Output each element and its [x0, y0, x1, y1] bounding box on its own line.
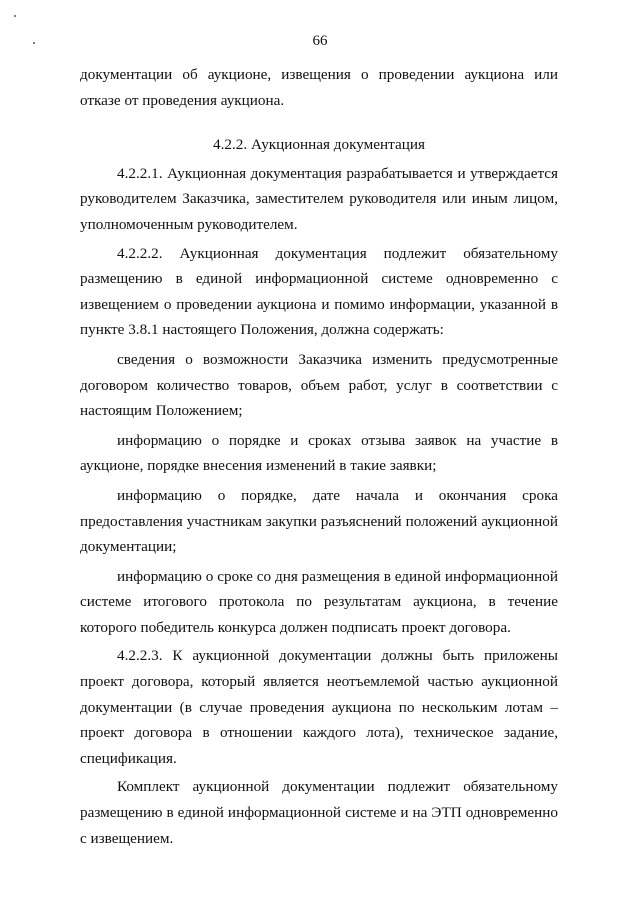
scan-speck [14, 15, 16, 17]
paragraph-4-2-2-1: 4.2.2.1. Аукционная документация разрабатывается и утверждается руководителем Заказчика, заместителем руководителя или иным лицом, уполномоченным руководителем. [80, 164, 558, 233]
document-body [80, 62, 558, 851]
paragraph-4-2-2-2: 4.2.2.2. Аукционная документация подлежит обязательному размещению в единой информационной системе одновременно с извещением о проведении аукциона и помимо информации, указанной в пункте 3.8.1 настоящего Положения, должна содержать: [80, 244, 558, 339]
section-heading: 4.2.2. Аукционная документация [213, 136, 425, 154]
list-item: информацию о порядке, дате начала и окончания срока предоставления участникам закупки разъяснений положений аукционной документации; [80, 486, 558, 556]
list-item: информацию о порядке и сроках отзыва заявок на участие в аукционе, порядке внесения изменений в такие заявки; [80, 431, 558, 475]
paragraph-4-2-2-3: 4.2.2.3. К аукционной документации должны быть приложены проект договора, который является неотъемлемой частью аукционной документации (в случае проведения аукциона по нескольким лотам – проект договора в отношении каждого лота), техническое задание, спецификация. [80, 647, 558, 767]
paragraph-continuation: документации об аукционе, извещения о проведении аукциона или отказе от проведения аукциона. [80, 66, 558, 109]
list-item: информацию о сроке со дня размещения в единой информационной системе итогового протокола по результатам аукциона, в течение которого победитель конкурса должен подписать проект договора. [80, 567, 558, 636]
list-item: сведения о возможности Заказчика изменить предусмотренные договором количество товаров, объем работ, услуг в соответствии с настоящим Положением; [80, 350, 558, 420]
page-number: 66 [312, 33, 328, 49]
paragraph-final: Комплект аукционной документации подлежит обязательному размещению в единой информационной системе и на ЭТП одновременно с извещением. [80, 778, 558, 847]
